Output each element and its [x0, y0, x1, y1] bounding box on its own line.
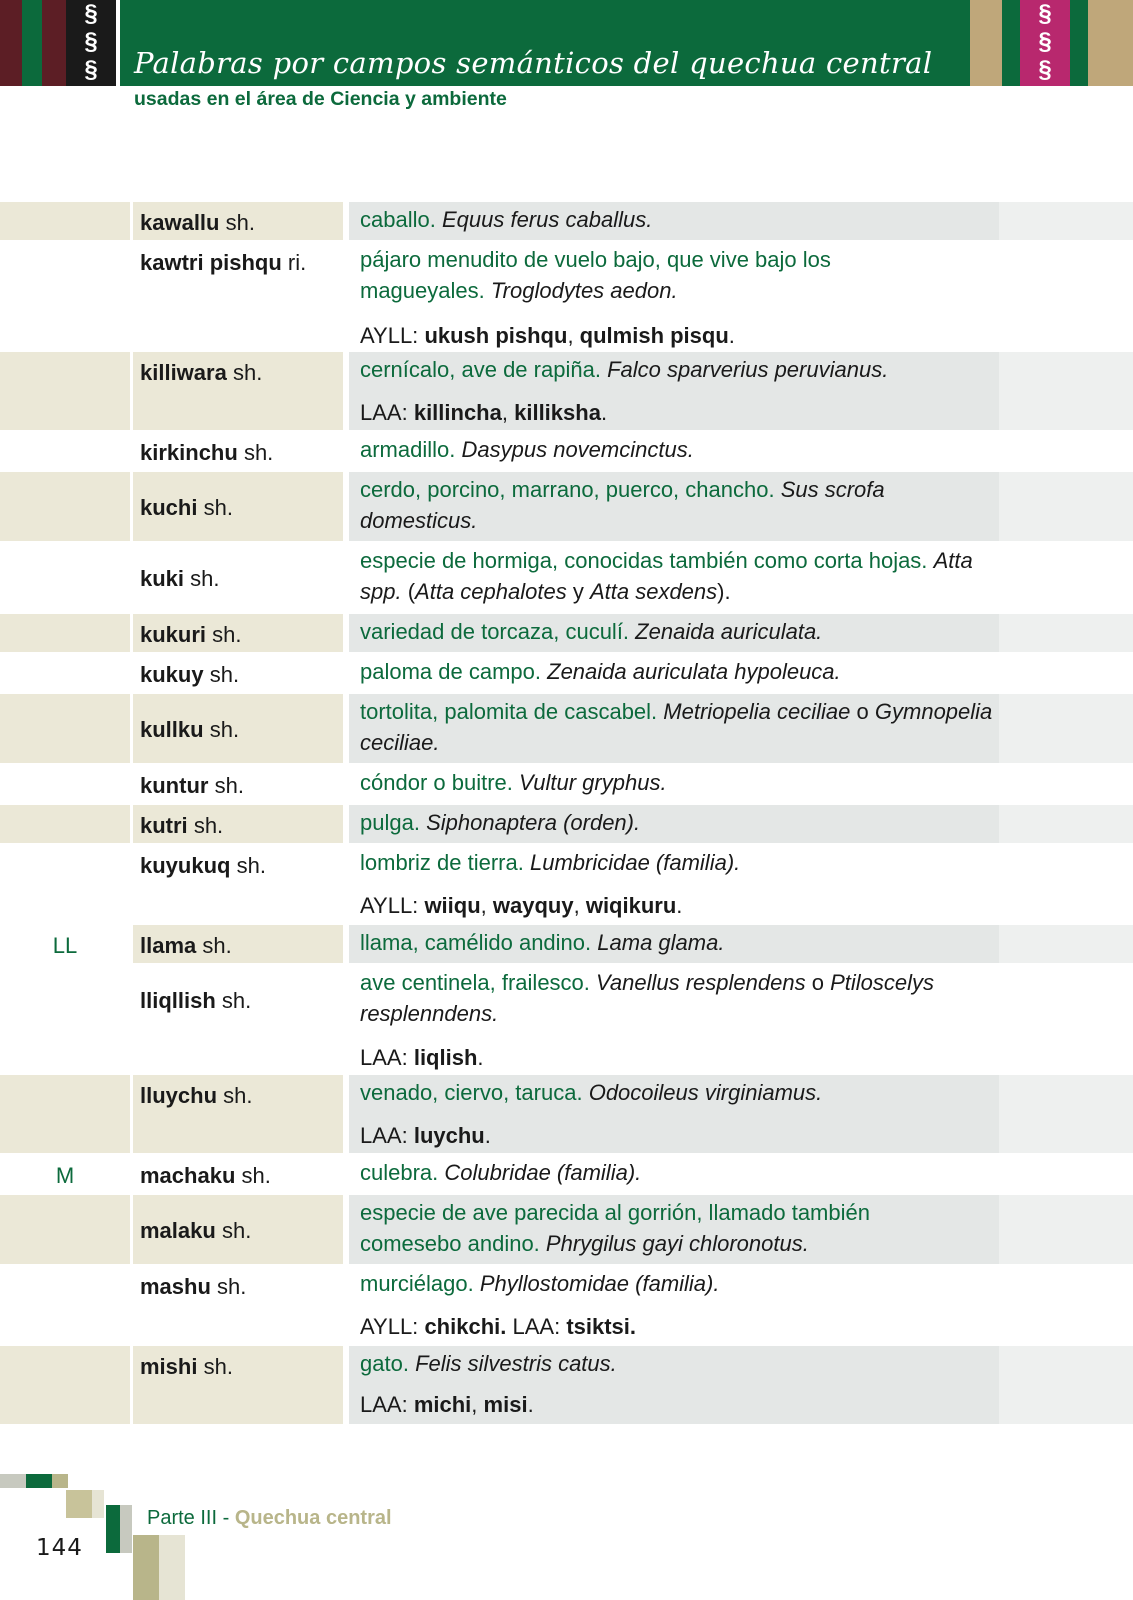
headword: killiwara sh.: [140, 360, 263, 385]
headword: kukuy sh.: [140, 662, 240, 687]
headword: kuntur sh.: [140, 773, 244, 798]
dictionary-entry: [0, 202, 1133, 242]
headword: kawallu sh.: [140, 210, 255, 235]
dictionary-table: [0, 202, 1133, 1426]
definition: especie de ave parecida al gorrión, llamado también comesebo andino. Phrygilus gayi chloronotus.: [360, 1200, 870, 1256]
page-title: Palabras por campos semánticos del quechua central: [134, 46, 933, 80]
definition: venado, ciervo, taruca. Odocoileus virginiamus.: [360, 1080, 823, 1105]
definition: ave centinela, frailesco. Vanellus resplendens o Ptiloscelys resplenndens.: [360, 970, 935, 1026]
dictionary-entry: [0, 1195, 1133, 1266]
definition: culebra. Colubridae (familia).: [360, 1160, 642, 1185]
definition: especie de hormiga, conocidas también como corta hojas. Atta spp. (Atta cephalotes y Atta sexdens).: [360, 548, 973, 604]
meander-pattern-icon: §: [1038, 56, 1052, 83]
dictionary-entry: [0, 925, 1133, 965]
headword: kirkinchu sh.: [140, 440, 274, 465]
meander-pattern-icon: §: [1038, 0, 1052, 27]
definition: caballo. Equus ferus caballus.: [360, 207, 653, 232]
definition: pájaro menudito de vuelo bajo, que vive bajo los magueyales. Troglodytes aedon.: [360, 247, 831, 303]
dictionary-entry: [0, 805, 1133, 845]
section-letter: M: [55, 1163, 75, 1188]
definition: paloma de campo. Zenaida auriculata hypoleuca.: [360, 659, 841, 684]
header-stripe: [1070, 0, 1088, 86]
section-letter: LL: [52, 933, 78, 958]
header-stripe: [1088, 0, 1133, 86]
regional-variant: LAA: liqlish.: [360, 1045, 484, 1070]
regional-variant: LAA: killincha, killiksha.: [360, 400, 608, 425]
header-stripe: [1002, 0, 1020, 86]
headword: mishi sh.: [140, 1354, 233, 1379]
header-stripe: [22, 0, 42, 86]
header-stripe: [0, 0, 22, 86]
dictionary-entry: [0, 965, 1133, 1075]
definition: llama, camélido andino. Lama glama.: [360, 930, 725, 955]
headword: kukuri sh.: [140, 622, 242, 647]
header-ornament-right: [1020, 0, 1070, 86]
definition: gato. Felis silvestris catus.: [360, 1351, 617, 1376]
definition: cóndor o buitre. Vultur gryphus.: [360, 770, 667, 795]
definition: cerdo, porcino, marrano, puerco, chancho. Sus scrofa domesticus.: [360, 477, 885, 533]
dictionary-entry: [0, 1155, 1133, 1195]
meander-pattern-icon: §: [84, 56, 98, 83]
definition: variedad de torcaza, cuculí. Zenaida auriculata.: [360, 619, 823, 644]
regional-variant: AYLL: wiiqu, wayquy, wiqikuru.: [360, 893, 683, 918]
headword: lliqllish sh.: [140, 988, 252, 1013]
header-ornament-left: [66, 0, 116, 86]
headword: kuchi sh.: [140, 495, 233, 520]
dictionary-entry: [0, 432, 1133, 472]
regional-variant: LAA: michi, misi.: [360, 1392, 534, 1417]
headword: machaku sh.: [140, 1163, 271, 1188]
dictionary-entry: [0, 845, 1133, 925]
dictionary-entry: [0, 1075, 1133, 1155]
page-header: [0, 0, 1133, 86]
dictionary-entry: [0, 352, 1133, 432]
dictionary-entry: [0, 242, 1133, 352]
header-stripe: [970, 0, 1002, 86]
headword: kuyukuq sh.: [140, 853, 266, 878]
dictionary-entry: [0, 614, 1133, 654]
headword: kuki sh.: [140, 566, 220, 591]
dictionary-entry: [0, 654, 1133, 694]
dictionary-entry: [0, 694, 1133, 765]
dictionary-entry: [0, 543, 1133, 614]
definition: armadillo. Dasypus novemcinctus.: [360, 437, 694, 462]
regional-variant: AYLL: ukush pishqu, qulmish pisqu.: [360, 323, 735, 348]
headword: lluychu sh.: [140, 1083, 253, 1108]
meander-pattern-icon: §: [1038, 28, 1052, 55]
headword: kutri sh.: [140, 813, 224, 838]
definition: pulga. Siphonaptera (orden).: [360, 810, 641, 835]
definition: cernícalo, ave de rapiña. Falco sparverius peruvianus.: [360, 357, 889, 382]
header-stripe: [42, 0, 66, 86]
regional-variant: LAA: luychu.: [360, 1123, 491, 1148]
definition: lombriz de tierra. Lumbricidae (familia).: [360, 850, 741, 875]
page-subtitle: usadas en el área de Ciencia y ambiente: [134, 88, 507, 110]
headword: mashu sh.: [140, 1274, 247, 1299]
headword: kawtri pishqu ri.: [140, 250, 307, 275]
headword: kullku sh.: [140, 717, 240, 742]
regional-variant: AYLL: chikchi. LAA: tsiktsi.: [360, 1314, 637, 1339]
page-number: 144: [36, 1535, 83, 1561]
headword: llama sh.: [140, 933, 232, 958]
dictionary-entry: [0, 472, 1133, 543]
meander-pattern-icon: §: [84, 28, 98, 55]
definition: murciélago. Phyllostomidae (familia).: [360, 1271, 720, 1296]
dictionary-entry: [0, 1346, 1133, 1426]
dictionary-entry: [0, 765, 1133, 805]
meander-pattern-icon: §: [84, 0, 98, 27]
headword: malaku sh.: [140, 1218, 252, 1243]
dictionary-entry: [0, 1266, 1133, 1346]
footer-section-label: Parte III - Quechua central: [147, 1507, 392, 1529]
definition: tortolita, palomita de cascabel. Metriopelia ceciliae o Gymnopelia ceciliae.: [360, 699, 993, 755]
